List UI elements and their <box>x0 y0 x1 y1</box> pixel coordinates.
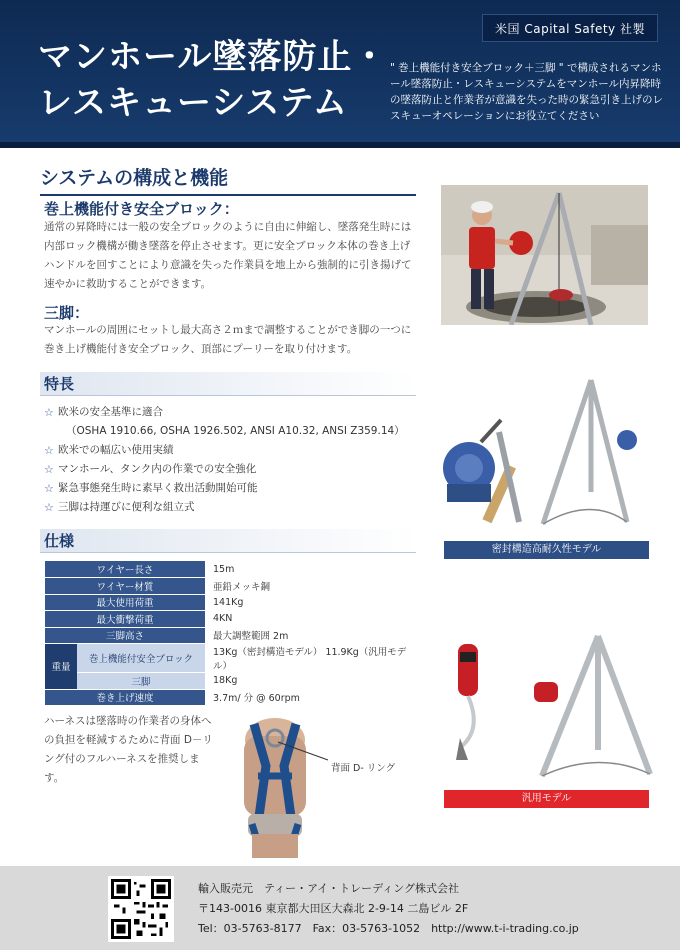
table-row <box>45 611 419 628</box>
spec-label: ワイヤー長さ <box>45 561 205 578</box>
table-row <box>45 689 419 706</box>
feature-text: 三脚は持運びに便利な組立式 <box>58 501 195 513</box>
spec-label: 三脚高さ <box>45 627 205 644</box>
feature-item <box>44 479 424 498</box>
spec-value: 18Kg <box>205 673 419 690</box>
safety-block-title: 巻上機能付き安全ブロック： <box>44 200 239 218</box>
feature-item <box>44 403 424 441</box>
table-row <box>45 594 419 611</box>
general-model-caption: 汎用モデル <box>444 790 649 808</box>
system-section-title: システムの構成と機能 <box>40 163 416 196</box>
spec-label: 巻き上げ速度 <box>45 689 205 706</box>
distributor-address: 〒143-0016 東京都大田区大森北 2-9-14 二島ビル 2F <box>198 902 469 915</box>
spec-value: 141Kg <box>205 594 419 611</box>
harness-description: ハーネスは墜落時の作業者の身体への負担を軽減するために背面 D－リング付のフルハーネスを推奨します。 <box>44 715 213 784</box>
dring-pointer <box>276 740 330 762</box>
header-stripe <box>0 142 680 148</box>
feature-item <box>44 498 424 517</box>
spec-value: 4KN <box>205 611 419 628</box>
table-row <box>45 578 419 595</box>
feature-text: 欧米の安全基準に適合 <box>58 406 163 418</box>
table-row <box>45 627 419 644</box>
table-row <box>45 644 419 673</box>
intro-text: " 巻上機能付き安全ブロック＋三脚 " で構成されるマンホール墜落防止・レスキューシステムをマンホール内昇降時の墜落防止と作業者が意識を失った時の緊急引き上げのレスキューオペレーションにお役立てください <box>390 62 663 122</box>
page-title <box>38 34 387 126</box>
spec-label: 巻上機能付安全ブロック <box>77 644 205 673</box>
feature-text: 緊急事態発生時に素早く救出活動開始可能 <box>58 482 258 494</box>
features-list <box>44 403 424 517</box>
qr-code <box>108 876 174 942</box>
star-icon: ☆ <box>44 406 54 419</box>
distributor-name: 輸入販売元 ティー・アイ・トレーディング株式会社 <box>198 882 460 895</box>
spec-value: 最大調整範囲 2m <box>205 627 419 644</box>
rescue-scene-photo <box>441 185 648 325</box>
spec-label: 最大使用荷重 <box>45 594 205 611</box>
feature-item <box>44 441 424 460</box>
star-icon: ☆ <box>44 501 54 514</box>
tripod-description: マンホールの周囲にセットし最大高さ２ｍまで調整することができ脚の一つに巻き上げ機能付き安全ブロック、頂部にプーリーを取り付けます。 <box>44 324 412 355</box>
table-row <box>45 561 419 578</box>
feature-item <box>44 460 424 479</box>
feature-text: 欧米での幅広い使用実績 <box>58 444 174 456</box>
safety-block-description: 通常の昇降時には一般の安全ブロックのように自由に伸縮し、墜落発生時には内部ロック機構が働き墜落を停止させます。更に安全ブロック本体の巻き上げハンドルを回すことにより意識を失った作業員を地上から強制的に引き揚げて速やかに救助することができます。 <box>44 221 412 290</box>
harness-photo <box>222 706 328 860</box>
spec-value: 亜鉛メッキ鋼 <box>205 578 419 595</box>
spec-value: 15m <box>205 561 419 578</box>
star-icon: ☆ <box>44 463 54 476</box>
star-icon: ☆ <box>44 444 54 457</box>
spec-label: 三脚 <box>77 673 205 690</box>
general-model-photo <box>430 630 668 778</box>
spec-label: ワイヤー材質 <box>45 578 205 595</box>
features-section-title: 特長 <box>40 372 416 396</box>
title-line-1: マンホール墜落防止・ <box>38 37 388 77</box>
weight-group-label: 重量 <box>45 644 77 690</box>
distributor-contact: Tel：03-5763-8177 Fax：03-5763-1052 http://www.t-i-trading.co.jp <box>198 922 579 935</box>
star-icon: ☆ <box>44 482 54 495</box>
dring-label: 背面 D- リング <box>331 763 396 774</box>
title-line-2: レスキューシステム <box>38 83 348 123</box>
feature-standards: （OSHA 1910.66, OSHA 1926.502, ANSI A10.32, ANSI Z359.14） <box>66 425 405 437</box>
specs-section-title: 仕様 <box>40 529 416 553</box>
tripod-title: 三脚： <box>44 304 90 322</box>
specs-table <box>45 561 419 706</box>
sealed-model-photo <box>441 372 648 532</box>
table-row <box>45 673 419 690</box>
sealed-model-caption: 密封構造高耐久性モデル <box>444 541 649 559</box>
spec-label: 最大衝撃荷重 <box>45 611 205 628</box>
spec-value: 3.7m/ 分 @ 60rpm <box>205 689 419 706</box>
feature-text: マンホール、タンク内の作業での安全強化 <box>58 463 257 475</box>
spec-value: 13Kg（密封構造モデル） 11.9Kg（汎用モデル） <box>205 644 419 673</box>
maker-badge: 米国 Capital Safety 社製 <box>482 14 658 42</box>
